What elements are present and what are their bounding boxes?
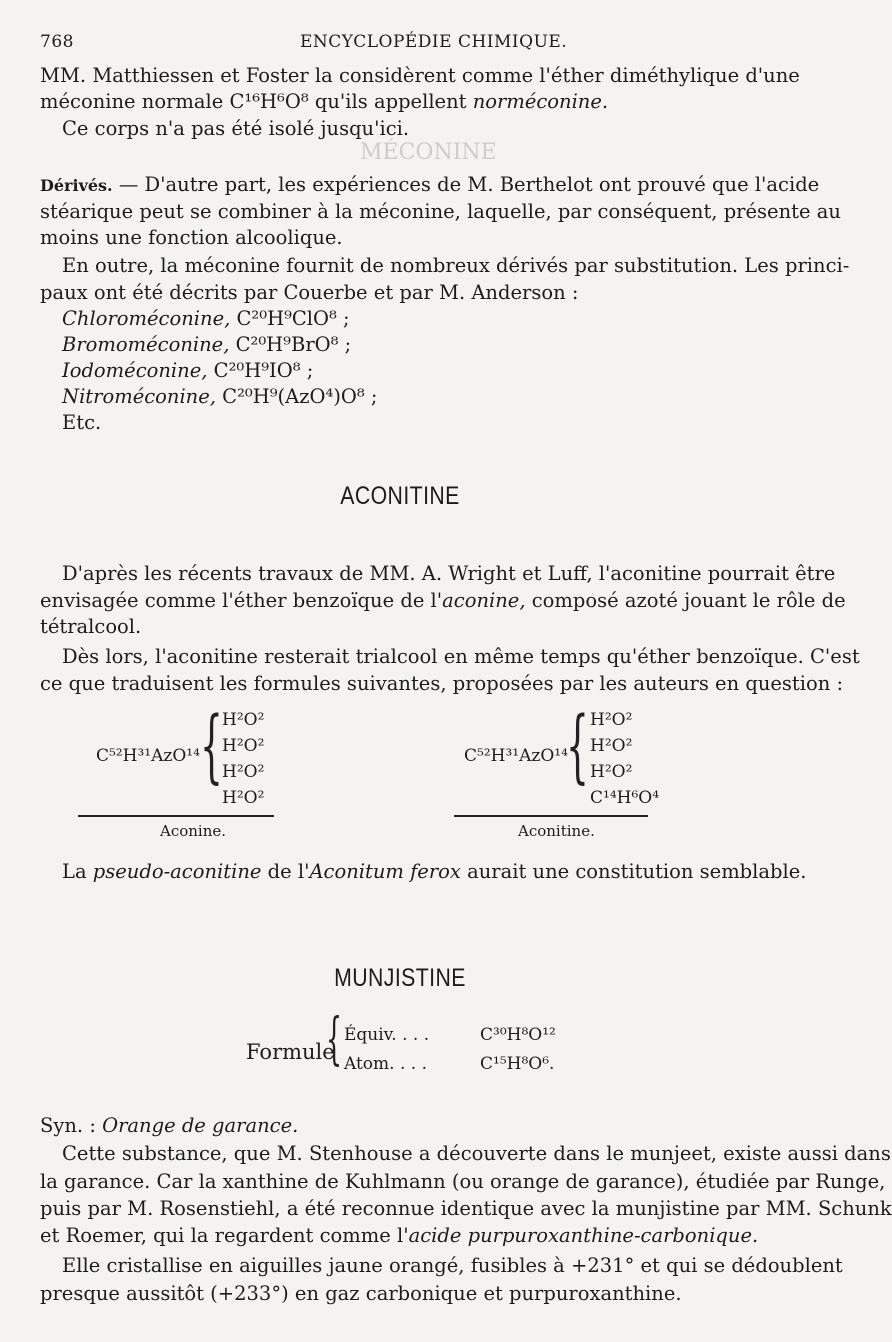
brace-icon: { <box>566 699 589 792</box>
derivative-name: Chloroméconine, <box>62 307 231 330</box>
derivative-formula: C²⁰H⁹BrO⁸ ; <box>229 333 352 356</box>
derivative-name: Bromoméconine, <box>62 333 230 356</box>
derivative-item <box>62 385 772 409</box>
intro-line-1: MM. Matthiessen et Foster la considèrent comme l'éther diméthylique d'une <box>40 64 800 87</box>
formula-label: Aconitine. <box>518 822 595 840</box>
derivative-formula: C²⁰H⁹ClO⁸ ; <box>230 307 350 330</box>
underbrace-line <box>454 815 648 817</box>
derives-line-2: stéarique peut se combiner à la méconine, laquelle, par conséquent, présente au <box>40 200 841 223</box>
italic-term: Aconitum ferox <box>309 860 461 883</box>
derives-label: Dérivés. <box>40 176 113 195</box>
munjistine-p2-line-2: presque aussitôt (+233°) en gaz carbonique et purpuroxanthine. <box>40 1282 682 1305</box>
aconitine-p2-line-2: ce que traduisent les formules suivantes, proposées par les auteurs en question : <box>40 672 844 695</box>
formula-group: H²O² <box>222 788 265 808</box>
formula-group: H²O² <box>590 762 633 782</box>
aconitine-p1-line-2 <box>40 589 846 613</box>
brace-icon: { <box>326 1007 343 1072</box>
page-number: 768 <box>40 32 74 52</box>
munjistine-p1-line-2: la garance. Car la xanthine de Kuhlmann (ou orange de garance), étudiée par Runge, <box>40 1170 886 1193</box>
synonym-line <box>40 1114 772 1138</box>
derivative-name: Nitroméconine, <box>62 385 216 408</box>
derivative-formula: C²⁰H⁹IO⁸ ; <box>207 359 314 382</box>
equiv-label: Équiv. . . . <box>344 1025 430 1045</box>
formula-base: C⁵²H³¹AzO¹⁴ <box>464 746 568 766</box>
derives-line-1 <box>40 173 820 198</box>
brace-icon: { <box>200 699 223 792</box>
formula-group: C¹⁴H⁶O⁴ <box>590 788 660 808</box>
text: envisagée comme l'éther benzoïque de l' <box>40 589 443 612</box>
intro-text: méconine normale C¹⁶H⁶O⁸ qu'ils appellent <box>40 90 473 113</box>
formula-group: H²O² <box>590 736 633 756</box>
derives-line-4: En outre, la méconine fournit de nombreux dérivés par substitution. Les princi- <box>62 254 850 277</box>
derivative-etc: Etc. <box>62 411 102 434</box>
intro-italic: norméconine. <box>472 90 609 113</box>
atom-label: Atom. . . . <box>344 1054 427 1074</box>
formule-label: Formule <box>246 1040 335 1064</box>
derives-text: — D'autre part, les expériences de M. Berthelot ont prouvé que l'acide <box>112 173 820 196</box>
text: composé azoté jouant le rôle de <box>525 589 846 612</box>
munjistine-p2-line-1: Elle cristallise en aiguilles jaune orangé, fusibles à +231° et qui se dédoublent <box>62 1254 843 1277</box>
munjistine-p1-line-3: puis par M. Rosenstiehl, a été reconnue identique avec la munjistine par MM. Schunk <box>40 1197 892 1220</box>
munjistine-p1-line-1: Cette substance, que M. Stenhouse a découverte dans le munjeet, existe aussi dans <box>62 1142 891 1165</box>
formula-group: H²O² <box>590 710 633 730</box>
derivative-item <box>62 359 772 383</box>
munjistine-p1-line-4 <box>40 1224 772 1248</box>
formula-label: Aconine. <box>160 822 227 840</box>
text: aurait une constitution semblable. <box>460 860 807 883</box>
atom-value: C¹⁵H⁸O⁶. <box>480 1054 555 1074</box>
derivative-item <box>62 307 772 331</box>
intro-line-2 <box>40 90 772 114</box>
aconitine-p2-line-1: Dès lors, l'aconitine resterait trialcool en même temps qu'éther benzoïque. C'est <box>62 645 860 668</box>
aconitine-p1-line-3: tétralcool. <box>40 615 142 638</box>
text: La <box>62 860 93 883</box>
equiv-value: C³⁰H⁸O¹² <box>480 1025 556 1045</box>
formula-group: H²O² <box>222 710 265 730</box>
formula-base: C⁵²H³¹AzO¹⁴ <box>96 746 200 766</box>
formula-group: H²O² <box>222 762 265 782</box>
derivative-formula: C²⁰H⁹(AzO⁴)O⁸ ; <box>215 385 378 408</box>
underbrace-line <box>78 815 274 817</box>
italic-term: Orange de garance. <box>102 1114 299 1137</box>
aconitine-p3 <box>62 860 807 884</box>
derives-line-3: moins une fonction alcoolique. <box>40 226 343 249</box>
section-title-aconitine: ACONITINE <box>340 482 460 510</box>
italic-term: acide purpuroxanthine-carbonique. <box>408 1224 759 1247</box>
derivative-name: Iodoméconine, <box>62 359 208 382</box>
italic-term: pseudo-aconitine <box>92 860 262 883</box>
aconitine-p1-line-1: D'après les récents travaux de MM. A. Wright et Luff, l'aconitine pourrait être <box>62 562 836 585</box>
intro-line-3: Ce corps n'a pas été isolé jusqu'ici. <box>62 117 410 140</box>
formula-group: H²O² <box>222 736 265 756</box>
running-title: ENCYCLOPÉDIE CHIMIQUE. <box>300 32 568 52</box>
derives-line-5: paux ont été décrits par Couerbe et par M. Anderson : <box>40 281 579 304</box>
section-title-munjistine: MUNJISTINE <box>334 964 466 992</box>
text: et Roemer, qui la regardent comme l' <box>40 1224 409 1247</box>
show-through-text: MÉCONINE <box>360 140 497 165</box>
text: Syn. : <box>40 1114 103 1137</box>
text: de l' <box>261 860 310 883</box>
derivative-item <box>62 333 772 357</box>
italic-term: aconine, <box>442 589 526 612</box>
